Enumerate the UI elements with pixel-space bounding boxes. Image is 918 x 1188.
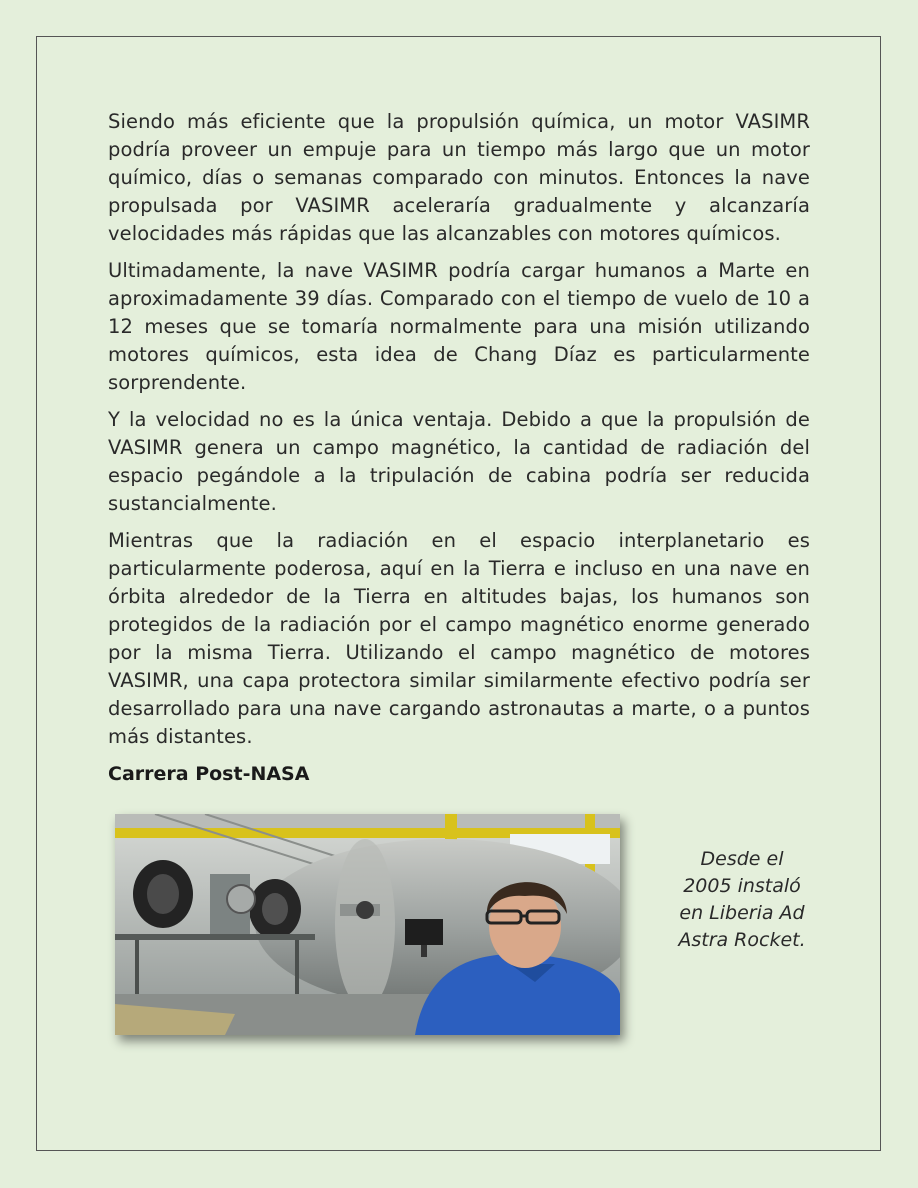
- paragraph-4: Mientras que la radiación en el espacio interplanetario es particularmente poderosa, aquí en la Tierra e incluso en una nave en órbita alrededor de la Tierra en altitudes bajas, los humanos son protegidos de la radiación por el campo magnético enorme generado por la misma Tierra. Utilizando el campo magnético de motores VASIMR, una capa protectora similar similarmente efectivo podría ser desarrollado para una nave cargando astronautas a marte, o a puntos más distantes.: [108, 529, 810, 748]
- paragraph-3: Y la velocidad no es la única ventaja. Debido a que la propulsión de VASIMR genera un campo magnético, la cantidad de radiación del espacio pegándole a la tripulación de cabina podría ser reducida sustancialmente.: [108, 408, 810, 515]
- caption-line-3: en Liberia Ad: [679, 902, 805, 924]
- photo-caption: [664, 846, 820, 954]
- caption-line-2: 2005 instaló: [683, 875, 801, 897]
- article-body: [108, 108, 810, 788]
- paragraph-2: Ultimadamente, la nave VASIMR podría cargar humanos a Marte en aproximadamente 39 días. Comparado con el tiempo de vuelo de 10 a 12 meses que se tomaría normalmente para una misión utilizando motores químicos, esta idea de Chang Díaz es particularmente sorprendente.: [108, 259, 810, 394]
- lab-photo: [115, 814, 620, 1035]
- caption-line-4: Astra Rocket.: [678, 929, 806, 951]
- section-heading: Carrera Post-NASA: [108, 763, 310, 785]
- paragraph-1: Siendo más eficiente que la propulsión química, un motor VASIMR podría proveer un empuje para un tiempo más largo que un motor químico, días o semanas comparado con minutos. Entonces la nave propulsada por VASIMR aceleraría gradualmente y alcanzaría velocidades más rápidas que las alcanzables con motores químicos.: [108, 110, 810, 245]
- lab-photo-illustration: [115, 814, 620, 1035]
- caption-line-1: Desde el: [700, 848, 784, 870]
